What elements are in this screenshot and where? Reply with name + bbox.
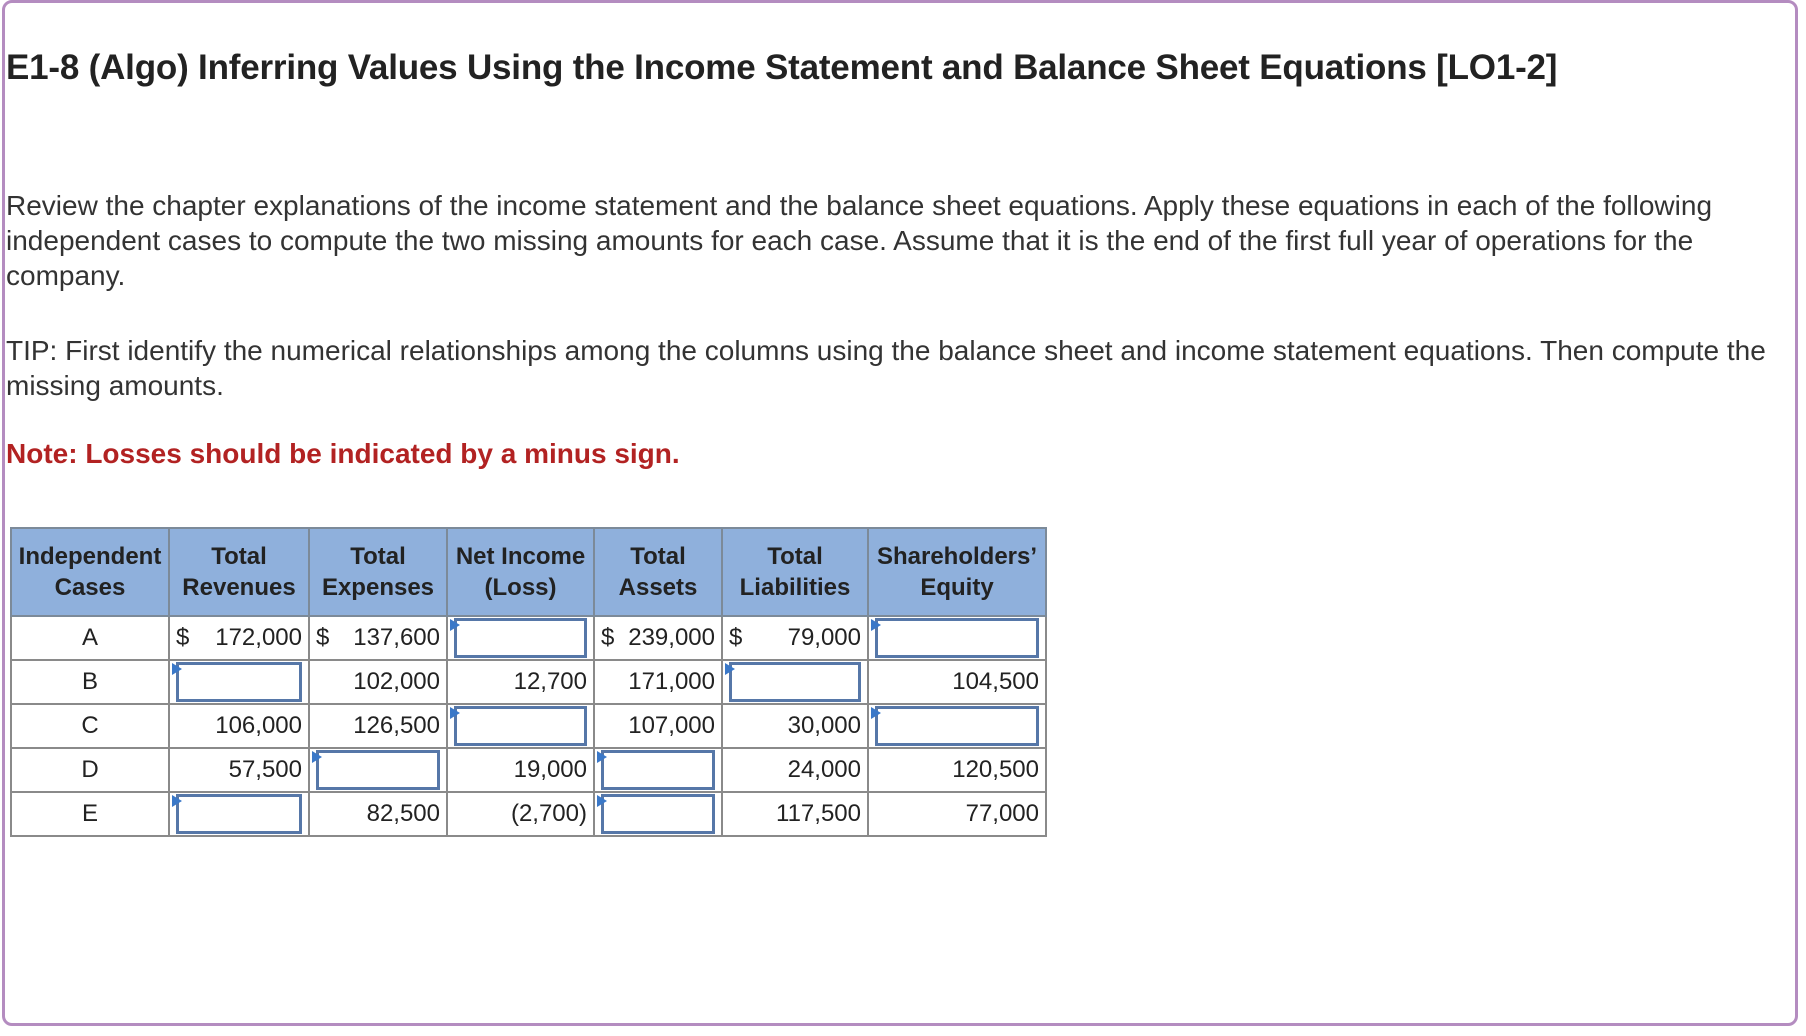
page-title: E1-8 (Algo) Inferring Values Using the Income Statement and Balance Sheet Equations [LO1-2] xyxy=(6,48,1558,87)
header-shareholders-equity: Shareholders’ Equity xyxy=(868,528,1046,616)
net-income-input-cell xyxy=(447,704,594,748)
revenues-input-b[interactable] xyxy=(176,662,302,702)
header-total-assets: Total Assets xyxy=(594,528,722,616)
currency-sign: $ xyxy=(729,624,743,651)
header-total-expenses: Total Expenses xyxy=(309,528,447,616)
answer-flag-icon xyxy=(871,619,881,631)
expenses-cell: 126,500 xyxy=(309,704,447,748)
currency-sign: $ xyxy=(601,624,615,651)
case-label: C xyxy=(11,704,169,748)
assets-cell: 107,000 xyxy=(594,704,722,748)
expenses-cell: 82,500 xyxy=(309,792,447,836)
revenues-cell: 57,500 xyxy=(169,748,309,792)
net-income-cell: 12,700 xyxy=(447,660,594,704)
table-row-c xyxy=(11,704,1046,748)
expenses-cell: 102,000 xyxy=(309,660,447,704)
answer-flag-icon xyxy=(597,751,607,763)
answer-flag-icon xyxy=(597,795,607,807)
table-row-b xyxy=(11,660,1046,704)
assets-input-cell xyxy=(594,792,722,836)
net-income-cell: 19,000 xyxy=(447,748,594,792)
answer-flag-icon xyxy=(312,751,322,763)
case-label: B xyxy=(11,660,169,704)
liabilities-cell: 30,000 xyxy=(722,704,868,748)
header-total-revenues: Total Revenues xyxy=(169,528,309,616)
case-label: E xyxy=(11,792,169,836)
net-income-input-cell xyxy=(447,616,594,660)
header-independent-cases: Independent Cases xyxy=(11,528,169,616)
question-frame xyxy=(2,0,1798,1026)
equity-input-cell xyxy=(868,616,1046,660)
table-row-d xyxy=(11,748,1046,792)
liabilities-cell: 117,500 xyxy=(722,792,868,836)
net-income-input-c[interactable] xyxy=(454,706,587,746)
revenues-cell: $ 172,000 xyxy=(169,616,309,660)
revenues-input-e[interactable] xyxy=(176,794,302,834)
answer-flag-icon xyxy=(172,795,182,807)
case-label: A xyxy=(11,616,169,660)
equity-input-cell xyxy=(868,704,1046,748)
liabilities-cell: $ 79,000 xyxy=(722,616,868,660)
currency-sign: $ xyxy=(176,624,190,651)
cases-table xyxy=(10,527,1047,837)
assets-input-e[interactable] xyxy=(601,794,715,834)
answer-flag-icon xyxy=(725,663,735,675)
answer-flag-icon xyxy=(450,707,460,719)
revenues-input-cell xyxy=(169,792,309,836)
net-income-input-a[interactable] xyxy=(454,618,587,658)
answer-flag-icon xyxy=(871,707,881,719)
equity-cell: 104,500 xyxy=(868,660,1046,704)
expenses-input-cell xyxy=(309,748,447,792)
table-row-e xyxy=(11,792,1046,836)
liabilities-input-cell xyxy=(722,660,868,704)
table-row-a xyxy=(11,616,1046,660)
liabilities-input-b[interactable] xyxy=(729,662,861,702)
assets-input-cell xyxy=(594,748,722,792)
equity-input-c[interactable] xyxy=(875,706,1039,746)
assets-cell: 171,000 xyxy=(594,660,722,704)
header-net-income: Net Income (Loss) xyxy=(447,528,594,616)
currency-sign: $ xyxy=(316,624,330,651)
header-total-liabilities: Total Liabilities xyxy=(722,528,868,616)
liabilities-cell: 24,000 xyxy=(722,748,868,792)
net-income-cell: (2,700) xyxy=(447,792,594,836)
equity-cell: 120,500 xyxy=(868,748,1046,792)
equity-input-a[interactable] xyxy=(875,618,1039,658)
revenues-cell: 106,000 xyxy=(169,704,309,748)
equity-cell: 77,000 xyxy=(868,792,1046,836)
expenses-input-d[interactable] xyxy=(316,750,440,790)
answer-flag-icon xyxy=(450,619,460,631)
table-header-row xyxy=(11,528,1046,616)
note-text: Note: Losses should be indicated by a minus sign. xyxy=(6,438,680,469)
assets-input-d[interactable] xyxy=(601,750,715,790)
revenues-input-cell xyxy=(169,660,309,704)
answer-flag-icon xyxy=(172,663,182,675)
case-label: D xyxy=(11,748,169,792)
expenses-cell: $ 137,600 xyxy=(309,616,447,660)
assets-cell: $ 239,000 xyxy=(594,616,722,660)
tip-text: TIP: First identify the numerical relationships among the columns using the balance sheet and income statement equations. Then compute the missing amounts. xyxy=(6,335,1766,401)
instructions-text: Review the chapter explanations of the income statement and the balance sheet equations. Apply these equations in each of the following independent cases to compute the two missing amounts for each case. Assume that it is the end of the first full year of operations for the company. xyxy=(6,190,1713,291)
